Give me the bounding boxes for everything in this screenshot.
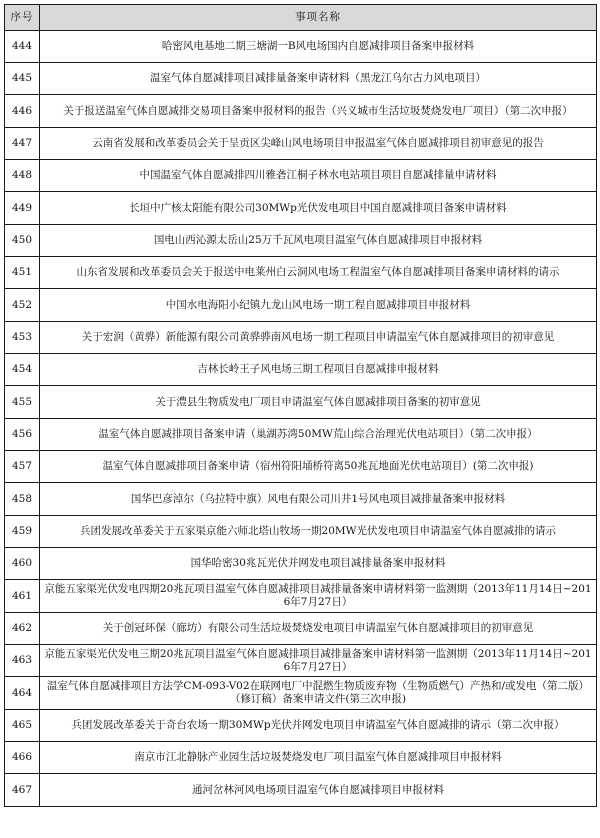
- row-item-name: 关于创冠环保（廊坊）有限公司生活垃圾焚烧发电项目申请温室气体自愿减排项目的初审意见: [40, 613, 597, 645]
- row-serial-number: 446: [5, 95, 40, 128]
- row-item-name: 吉林长岭王子风电场三期工程项目自愿减排申报材料: [40, 354, 597, 386]
- row-item-name: 南京市江北静脉产业园生活垃圾焚烧发电厂项目温室气体自愿减排项目申报材料: [40, 742, 597, 774]
- items-table: [4, 4, 597, 807]
- row-serial-number: 449: [5, 192, 40, 225]
- table-row: [5, 354, 597, 386]
- row-serial-number: 462: [5, 613, 40, 645]
- table-row: [5, 322, 597, 354]
- table-row: [5, 225, 597, 257]
- row-serial-number: 448: [5, 160, 40, 192]
- row-serial-number: 465: [5, 710, 40, 742]
- row-serial-number: 457: [5, 451, 40, 483]
- row-serial-number: 454: [5, 354, 40, 386]
- row-serial-number: 455: [5, 386, 40, 419]
- table-row: [5, 289, 597, 322]
- row-item-name: 关于宏润（黄骅）新能源有限公司黄骅骅南风电场一期工程项目申请温室气体自愿减排项目的初审意见: [40, 322, 597, 354]
- row-item-name: 国华哈密30兆瓦光伏并网发电项目减排量备案申报材料: [40, 548, 597, 580]
- row-serial-number: 450: [5, 225, 40, 257]
- row-serial-number: 444: [5, 31, 40, 63]
- row-serial-number: 452: [5, 289, 40, 322]
- row-item-name: 国华巴彦淖尔（乌拉特中旗）风电有限公司川井1号风电项目减排量备案申报材料: [40, 483, 597, 516]
- row-item-name: 通河岔林河风电场项目温室气体自愿减排项目申报材料: [40, 774, 597, 807]
- header-serial-number: 序号: [5, 5, 40, 31]
- table-row: [5, 192, 597, 225]
- table-row: [5, 386, 597, 419]
- table-row: [5, 677, 597, 710]
- row-serial-number: 458: [5, 483, 40, 516]
- row-serial-number: 451: [5, 257, 40, 289]
- header-item-name: 事项名称: [40, 5, 597, 31]
- table-row: [5, 645, 597, 677]
- row-item-name: 京能五家渠光伏发电三期20兆瓦项目温室气体自愿减排项目减排量备案申请材料第一监测期（2013年11月14日~2016年7月27日）: [40, 645, 597, 677]
- table-row: [5, 516, 597, 548]
- table-row: [5, 128, 597, 160]
- row-serial-number: 461: [5, 580, 40, 613]
- row-item-name: 关于澧县生物质发电厂项目申请温室气体自愿减排项目备案的初审意见: [40, 386, 597, 419]
- table-row: [5, 710, 597, 742]
- table-row: [5, 31, 597, 63]
- row-serial-number: 467: [5, 774, 40, 807]
- table-row: [5, 257, 597, 289]
- row-item-name: 温室气体自愿减排项目减排量备案申请材料（黑龙江乌尔古力风电项目）: [40, 63, 597, 95]
- row-item-name: 云南省发展和改革委员会关于呈贡区尖峰山风电场项目申报温室气体自愿减排项目初审意见的报告: [40, 128, 597, 160]
- row-serial-number: 456: [5, 419, 40, 451]
- table-row: [5, 63, 597, 95]
- row-item-name: 长垣中广核太阳能有限公司30MWp光伏发电项目中国自愿减排项目备案申请材料: [40, 192, 597, 225]
- table-row: [5, 742, 597, 774]
- table-row: [5, 580, 597, 613]
- row-item-name: 中国水电海阳小纪镇九龙山风电场一期工程自愿减排项目申报材料: [40, 289, 597, 322]
- row-item-name: 中国温室气体自愿减排四川雅砻江桐子林水电站项目项目自愿减排量申请材料: [40, 160, 597, 192]
- row-item-name: 山东省发展和改革委员会关于报送中电莱州白云洞风电场工程温室气体自愿减排项目备案申请材料的请示: [40, 257, 597, 289]
- row-item-name: 兵团发展改革委关于奇台农场一期30MWp光伏并网发电项目申请温室气体自愿减排的请示（第二次申报）: [40, 710, 597, 742]
- table-row: [5, 774, 597, 807]
- row-serial-number: 447: [5, 128, 40, 160]
- row-serial-number: 463: [5, 645, 40, 677]
- row-item-name: 兵团发展改革委关于五家渠京能六师北塔山牧场一期20MW光伏发电项目申请温室气体自愿减排的请示: [40, 516, 597, 548]
- table-row: [5, 160, 597, 192]
- row-serial-number: 459: [5, 516, 40, 548]
- table-header-row: [5, 5, 597, 31]
- table-row: [5, 451, 597, 483]
- table-row: [5, 613, 597, 645]
- table-row: [5, 95, 597, 128]
- row-serial-number: 453: [5, 322, 40, 354]
- row-item-name: 京能五家渠光伏发电四期20兆瓦项目温室气体自愿减排项目减排量备案申请材料第一监测期（2013年11月14日~2016年7月27日）: [40, 580, 597, 613]
- row-item-name: 哈密风电基地二期三塘湖一B风电场国内自愿减排项目备案申报材料: [40, 31, 597, 63]
- row-serial-number: 460: [5, 548, 40, 580]
- table-row: [5, 548, 597, 580]
- row-item-name: 温室气体自愿减排项目方法学CM-093-V02在联网电厂中混燃生物质废弃物（生物质燃气）产热和/或发电（第二版）（修订稿）备案申请文件(第三次申报): [40, 677, 597, 710]
- table-row: [5, 419, 597, 451]
- row-item-name: 温室气体自愿减排项目备案申请（巢湖苏湾50MW荒山综合治理光伏电站项目）（第二次申报）: [40, 419, 597, 451]
- row-item-name: 国电山西沁源太岳山25万千瓦风电项目温室气体自愿减排项目申报材料: [40, 225, 597, 257]
- row-serial-number: 445: [5, 63, 40, 95]
- table-body: [5, 31, 597, 807]
- row-item-name: 关于报送温室气体自愿减排交易项目备案申报材料的报告（兴义城市生活垃圾焚烧发电厂项目）（第二次申报）: [40, 95, 597, 128]
- row-serial-number: 466: [5, 742, 40, 774]
- table-row: [5, 483, 597, 516]
- row-item-name: 温室气体自愿减排项目备案申请（宿州符阳埇桥符离50兆瓦地面光伏电站项目）(第二次申报): [40, 451, 597, 483]
- row-serial-number: 464: [5, 677, 40, 710]
